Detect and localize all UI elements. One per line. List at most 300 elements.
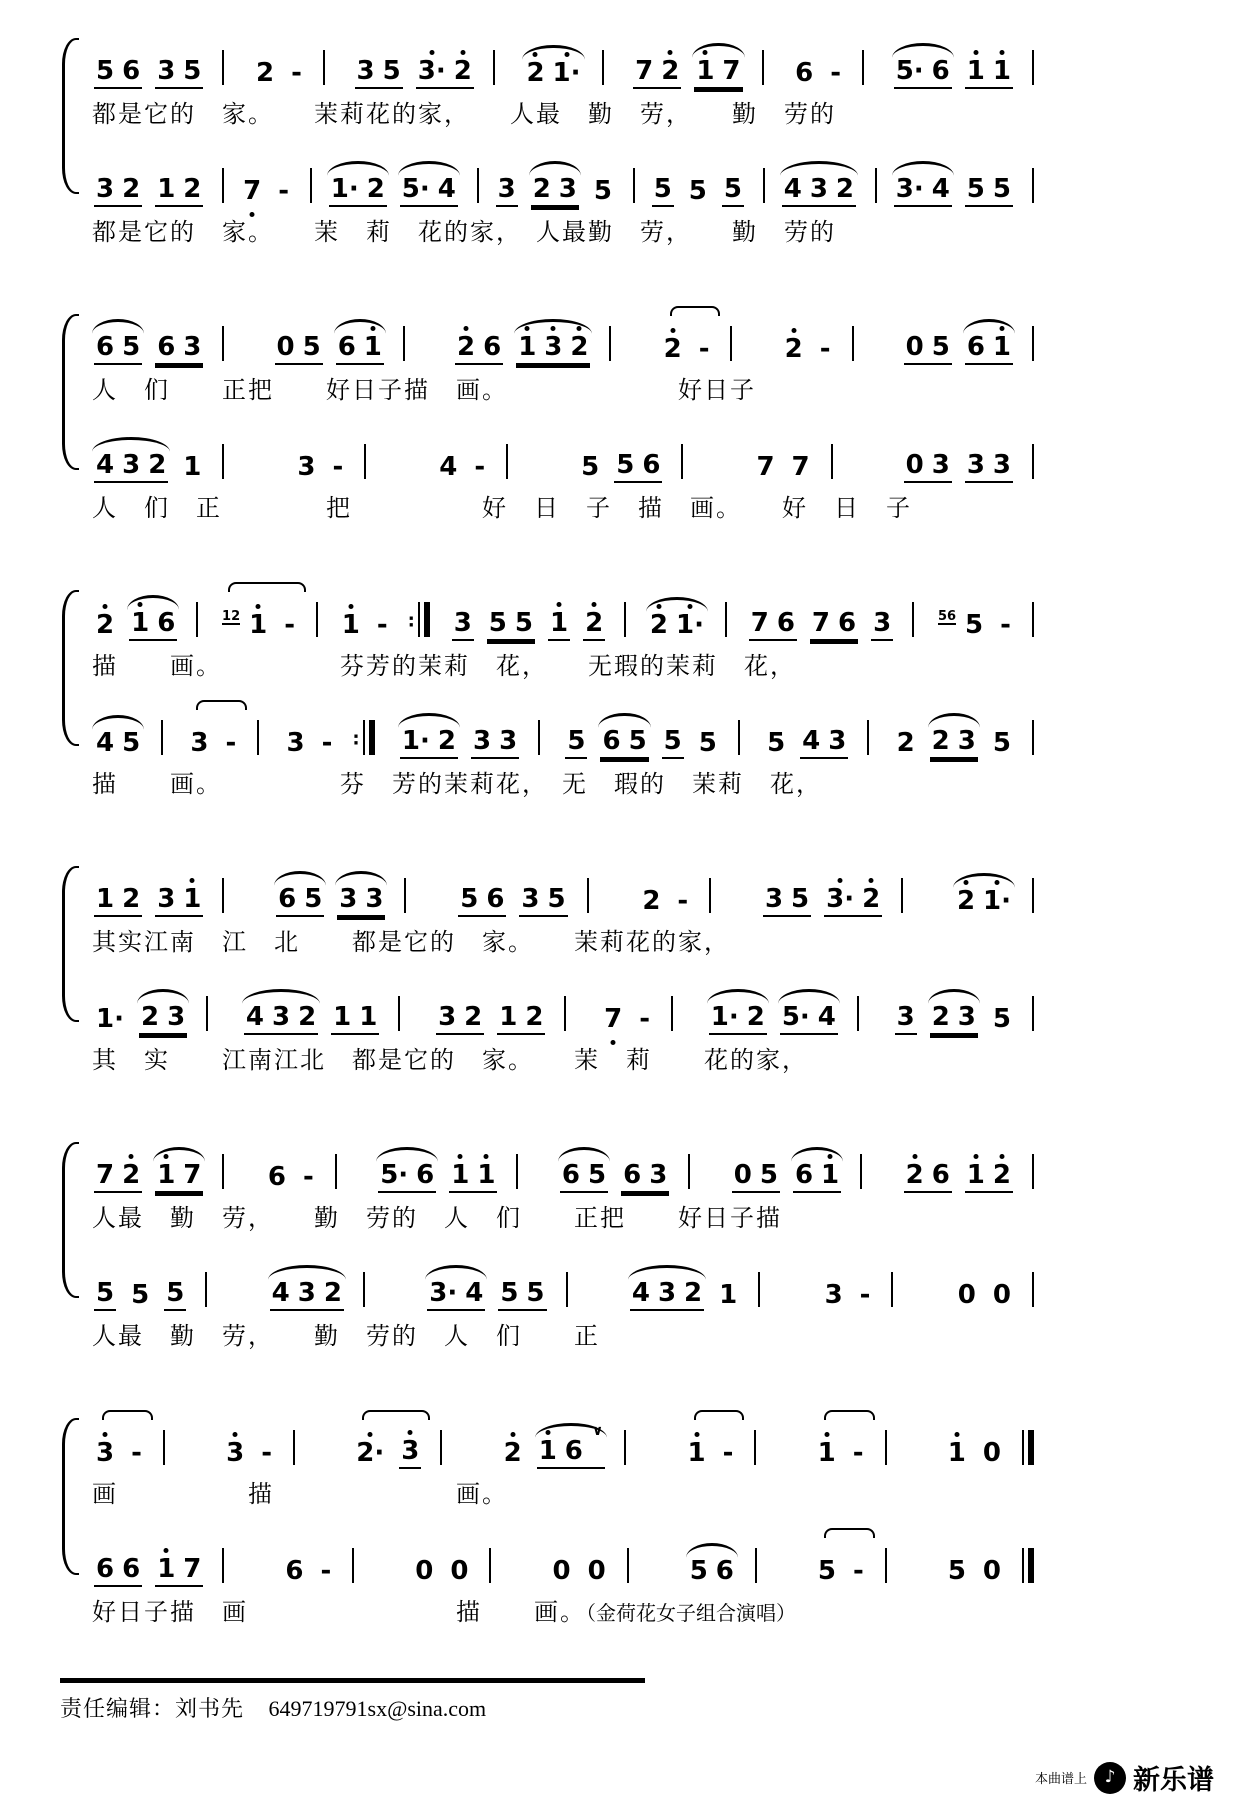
- note: 6: [966, 332, 985, 362]
- note: 5: [96, 1278, 115, 1308]
- note: 3: [809, 174, 828, 204]
- note: 1·: [710, 1002, 739, 1032]
- measure: [752, 424, 834, 487]
- barline: [609, 326, 611, 361]
- note: 5·: [895, 56, 924, 86]
- note: 2: [649, 610, 669, 640]
- note-group: [537, 1423, 606, 1469]
- note: 5: [791, 884, 810, 914]
- note-group: [94, 1440, 116, 1469]
- note: 1: [966, 1160, 985, 1190]
- measure: [242, 976, 402, 1039]
- note-group: [155, 1556, 203, 1587]
- note-group: [904, 452, 952, 483]
- note: 3: [472, 726, 492, 756]
- note-group: [94, 334, 142, 365]
- note-group: [94, 1556, 142, 1587]
- measure: [456, 858, 590, 921]
- note: 2: [323, 1278, 342, 1308]
- note-group: [981, 1440, 1003, 1469]
- note: 1: [359, 1002, 378, 1032]
- rest: 0: [957, 1280, 976, 1310]
- note-group: [413, 1558, 435, 1587]
- measure: [450, 582, 628, 645]
- measure: [934, 582, 1036, 645]
- notation-line: [92, 148, 1036, 211]
- note-group: [502, 1440, 524, 1469]
- barline: [763, 168, 765, 203]
- note-group: [816, 1440, 838, 1469]
- duration-dash: -: [853, 1556, 864, 1586]
- note: 2: [298, 1002, 317, 1032]
- duration-dash: -: [284, 610, 296, 640]
- note: 2: [663, 334, 682, 364]
- measure: [730, 1134, 864, 1197]
- final-barline: [1022, 1430, 1034, 1465]
- rest: 0: [276, 332, 295, 362]
- note-group: [780, 1004, 838, 1035]
- note-group: [276, 886, 324, 917]
- note: 5: [382, 56, 401, 86]
- note: 2: [570, 332, 589, 362]
- note-group: [614, 452, 662, 483]
- note-group: [991, 1006, 1013, 1035]
- note-group: [254, 60, 276, 89]
- measure: [453, 306, 613, 369]
- duration-dash: -: [819, 334, 831, 364]
- note: 2: [122, 884, 141, 914]
- note-group: [687, 178, 709, 207]
- note: 3: [339, 884, 358, 914]
- barline: [762, 50, 764, 85]
- note: 6: [267, 1162, 286, 1192]
- measure: [352, 1410, 444, 1473]
- note-group: [602, 1006, 624, 1035]
- rest: 0: [552, 1556, 571, 1586]
- note: 5: [588, 1160, 607, 1190]
- note-group: [375, 612, 390, 641]
- note: 3: [957, 726, 976, 756]
- note-group: [965, 176, 1013, 207]
- note-group: [675, 888, 690, 917]
- note: 6: [96, 332, 115, 362]
- measure: [821, 1252, 896, 1315]
- rest: 0: [982, 1556, 1001, 1586]
- measure: [646, 582, 729, 645]
- measure: [747, 582, 916, 645]
- duration-dash: -: [677, 886, 689, 916]
- note: 5·: [401, 174, 430, 204]
- note-group: [276, 178, 291, 207]
- note: 3: [992, 450, 1011, 480]
- barline: [222, 50, 224, 85]
- note: 4: [96, 728, 115, 758]
- barline: [758, 1272, 760, 1307]
- note: 2: [746, 1002, 765, 1032]
- measure: [92, 700, 165, 763]
- note: 6: [483, 332, 502, 362]
- note-group: [732, 1162, 780, 1193]
- note: 1: [183, 884, 202, 914]
- measure: [92, 1410, 167, 1473]
- note-group: [579, 454, 601, 483]
- note: 7: [635, 56, 654, 86]
- note-group: [400, 728, 458, 759]
- performer-note: （金荷花女子组合演唱）: [586, 1603, 796, 1625]
- measure: [283, 700, 377, 763]
- note: 6: [122, 56, 141, 86]
- measure: [650, 148, 767, 211]
- note-group: [155, 1162, 203, 1193]
- note-group: [458, 886, 506, 917]
- note-group: [301, 1164, 316, 1193]
- note: 2: [140, 1002, 160, 1032]
- note-group: [129, 1282, 151, 1311]
- note-group: [436, 1004, 484, 1035]
- note-group: [955, 888, 1013, 917]
- note-group: [600, 728, 648, 759]
- note: 5: [992, 728, 1011, 758]
- duration-dash: -: [261, 1438, 273, 1468]
- duration-dash: -: [1000, 610, 1011, 640]
- barline: [1032, 720, 1034, 755]
- measure: [761, 858, 905, 921]
- barline: [891, 1272, 893, 1307]
- barline: [867, 720, 869, 755]
- note-group: [139, 1004, 187, 1035]
- note-group: [637, 1006, 652, 1035]
- barline: [681, 444, 683, 479]
- system: [92, 306, 1036, 524]
- barline: [754, 1430, 756, 1465]
- note: 2: [532, 174, 551, 204]
- barline: [506, 444, 508, 479]
- note-group: [155, 58, 203, 89]
- note-group: [688, 1558, 736, 1587]
- measure: [376, 1134, 520, 1197]
- note: 1: [333, 1002, 352, 1032]
- breath-mark: ∨: [591, 1423, 604, 1439]
- note: 5: [166, 1278, 185, 1308]
- note-group: [694, 58, 742, 89]
- measure: [92, 582, 200, 645]
- note-group: [858, 1282, 873, 1311]
- system: [92, 858, 1036, 1076]
- note: 3: [438, 1002, 457, 1032]
- barline: [862, 50, 864, 85]
- note-group: [188, 730, 210, 759]
- note: 5: [593, 176, 612, 206]
- measure: [186, 700, 261, 763]
- duration-dash: -: [291, 58, 302, 88]
- note: 3: [896, 1002, 915, 1032]
- note-group: [155, 176, 203, 207]
- editor-credit: 责任编辑：刘书先: [60, 1696, 245, 1721]
- duration-dash: -: [852, 1438, 864, 1468]
- note-group: [640, 888, 662, 917]
- barline: [222, 878, 224, 913]
- rest: 0: [450, 1556, 469, 1586]
- note-group: [633, 58, 681, 89]
- note: 3: [96, 1438, 115, 1468]
- note: 3: [286, 728, 305, 758]
- note: 2: [896, 728, 915, 758]
- publisher-logo: [1035, 1758, 1214, 1797]
- note: 6: [337, 332, 356, 362]
- lyrics-line: 描 画。 芬芳的茉莉 花， 无瑕的茉莉 花，: [92, 654, 796, 680]
- note: 5: [500, 1278, 519, 1308]
- note: 2: [453, 56, 472, 86]
- note-group: [991, 1282, 1013, 1311]
- measure: [814, 1410, 889, 1473]
- note: 3: [365, 884, 384, 914]
- note-group: [793, 1162, 841, 1193]
- voice-line: [92, 582, 1036, 682]
- note: 5: [965, 610, 984, 640]
- note: 2: [96, 610, 115, 640]
- note: 6: [122, 1554, 141, 1584]
- note-group: [981, 1558, 1003, 1587]
- barline: [335, 1154, 337, 1189]
- barline: [831, 444, 833, 479]
- barline: [222, 1548, 224, 1583]
- note-group: [289, 60, 304, 89]
- barline: [316, 602, 318, 637]
- note: 3: [271, 1002, 291, 1032]
- measure: [92, 148, 226, 211]
- note: 5: [947, 1556, 966, 1586]
- barline: [1032, 1154, 1034, 1189]
- note-group: [560, 1162, 608, 1193]
- note: 6: [416, 1160, 435, 1190]
- note: 1·: [983, 886, 1011, 916]
- note: 4: [631, 1278, 650, 1308]
- note: 1: [518, 332, 537, 362]
- note: 2: [525, 1002, 544, 1032]
- note: 6: [795, 58, 814, 88]
- note: 2: [784, 334, 803, 364]
- note: 5: [122, 728, 141, 758]
- note-group: [790, 454, 812, 483]
- note: 1: [477, 1160, 496, 1190]
- note-group: [354, 1440, 386, 1469]
- note: 6: [564, 1436, 583, 1466]
- barline: [901, 878, 903, 913]
- note-group: [531, 176, 579, 207]
- note-group: [337, 886, 385, 917]
- note-group: [472, 454, 487, 483]
- duration-dash: -: [320, 1556, 332, 1586]
- note-group: [904, 334, 952, 365]
- measure: [274, 858, 408, 921]
- system: [92, 30, 1036, 248]
- note-group: [320, 730, 335, 759]
- note-group: [94, 452, 168, 483]
- note-group: [164, 1280, 186, 1311]
- measure: [628, 1252, 762, 1315]
- note-group: [946, 1440, 968, 1469]
- note-group: [722, 176, 744, 207]
- barline: [564, 996, 566, 1031]
- duration-dash: -: [474, 452, 486, 482]
- voice-line: [92, 424, 1036, 524]
- note: 5: [931, 332, 950, 362]
- lyrics-line: 人 们 正 把 好 日 子 描 画。 好 日 子: [92, 496, 912, 522]
- note: 3: [764, 884, 784, 914]
- note-group: [399, 1438, 421, 1469]
- note: 7: [756, 452, 775, 482]
- note: 1: [992, 56, 1011, 86]
- measure: [494, 148, 637, 211]
- barline: [440, 1430, 442, 1465]
- measure: [252, 30, 327, 93]
- note-group: [224, 1440, 246, 1469]
- barline: [323, 50, 325, 85]
- measure: [893, 700, 1036, 763]
- measure: [268, 1252, 367, 1315]
- note-group: [155, 886, 203, 917]
- note: 1: [131, 608, 150, 638]
- barline: [489, 1548, 491, 1583]
- note: 3: [558, 174, 577, 204]
- rest: 0: [587, 1556, 606, 1586]
- note-group: [998, 612, 1013, 641]
- note-group: [94, 886, 142, 917]
- note: 1·: [330, 174, 359, 204]
- note-group: [259, 1440, 274, 1469]
- note-group: [697, 730, 719, 759]
- note: 3: [190, 728, 209, 758]
- note-group: [895, 730, 917, 759]
- note: 6: [623, 1160, 642, 1190]
- lyrics-line: 其实江南 江 北 都是它的 家。 茉莉花的家，: [92, 930, 730, 956]
- barline: [161, 720, 163, 755]
- barline: [257, 720, 259, 755]
- note: 1: [157, 174, 176, 204]
- barline: [875, 168, 877, 203]
- note-group: [754, 454, 776, 483]
- note-group: [662, 336, 684, 365]
- note-group: [793, 60, 815, 89]
- measure: [92, 976, 210, 1039]
- note-group: [378, 1162, 436, 1193]
- barline: [738, 720, 740, 755]
- measure: [92, 30, 226, 93]
- note-group: [496, 176, 518, 207]
- lyrics-line: 都是它的 家。 茉莉花的家， 人最 勤 劳， 勤 劳的: [92, 102, 836, 128]
- duration-dash: -: [131, 1438, 142, 1468]
- note-group: [519, 886, 567, 917]
- barline: [725, 602, 727, 637]
- measure: [92, 858, 226, 921]
- note: 7: [243, 176, 262, 206]
- measure: [411, 1528, 493, 1591]
- note: 6: [278, 884, 297, 914]
- note-group: [991, 730, 1013, 759]
- measure: [814, 1528, 889, 1591]
- note: 1·: [552, 58, 581, 88]
- measure: [558, 1134, 692, 1197]
- note: 3: [226, 1438, 245, 1468]
- measure: [892, 148, 1036, 211]
- note: 1: [341, 610, 360, 640]
- voice-line: [92, 1134, 1036, 1234]
- note: 4: [817, 1002, 836, 1032]
- note: 3: [649, 1160, 668, 1190]
- voice-line: [92, 700, 1036, 800]
- barline: [538, 720, 540, 755]
- barline: [1032, 1272, 1034, 1307]
- note: 4: [96, 450, 115, 480]
- note: 3: [453, 608, 472, 638]
- note: 3: [167, 1002, 186, 1032]
- measure: [281, 1528, 356, 1591]
- lyrics-line: 其 实 江南江北 都是它的 家。 茉 莉 花的家，: [92, 1048, 808, 1074]
- measure: [600, 976, 675, 1039]
- barline: [293, 1430, 295, 1465]
- barline: [885, 1430, 887, 1465]
- note-group: [285, 730, 307, 759]
- lyrics-line: 人最 勤 劳， 勤 劳的 人 们 正: [92, 1324, 600, 1350]
- record-icon: [1094, 1762, 1126, 1794]
- barline: [196, 602, 198, 637]
- note: 3·: [826, 884, 855, 914]
- barline: [398, 996, 400, 1031]
- measure: [577, 424, 685, 487]
- lyrics-line: 人 们 正把 好日子描 画。 好日子: [92, 378, 756, 404]
- note-group: [548, 610, 570, 641]
- note: 7: [791, 452, 810, 482]
- note: 1: [817, 1438, 836, 1468]
- note-group: [783, 336, 805, 365]
- lyrics-line: 人最 勤 劳， 勤 劳的 人 们 正把 好日子描: [92, 1206, 782, 1232]
- measure: [686, 1528, 759, 1591]
- note: 2: [905, 1160, 924, 1190]
- barline: [222, 1154, 224, 1189]
- repeat-barline: [409, 602, 430, 637]
- note: 2: [437, 726, 456, 756]
- note-group: [930, 728, 978, 759]
- note-group: [749, 610, 797, 641]
- note-group: [295, 454, 317, 483]
- note: 1: [183, 452, 202, 482]
- rest: 0: [905, 450, 924, 480]
- note-group: [282, 612, 297, 641]
- measure: [902, 424, 1036, 487]
- note-group: [329, 176, 387, 207]
- note: 6: [157, 332, 176, 362]
- note-group: [810, 610, 858, 641]
- note: 3·: [429, 1278, 458, 1308]
- note: 5: [698, 728, 717, 758]
- note-group: [524, 60, 582, 89]
- note-group: [331, 1004, 379, 1035]
- note-group: [583, 610, 605, 641]
- barline: [709, 878, 711, 913]
- note: 5: [581, 452, 600, 482]
- grace-notes: 12: [222, 609, 241, 624]
- note: 5: [628, 726, 647, 756]
- note: 1: [687, 1438, 706, 1468]
- notation-line: [92, 1252, 1036, 1315]
- measure: [902, 306, 1036, 369]
- note: 1·: [676, 610, 704, 640]
- barline: [1032, 168, 1034, 203]
- note-group: [94, 1006, 126, 1035]
- duration-dash: -: [278, 176, 289, 206]
- note: 3: [499, 726, 518, 756]
- note-group: [94, 1280, 116, 1311]
